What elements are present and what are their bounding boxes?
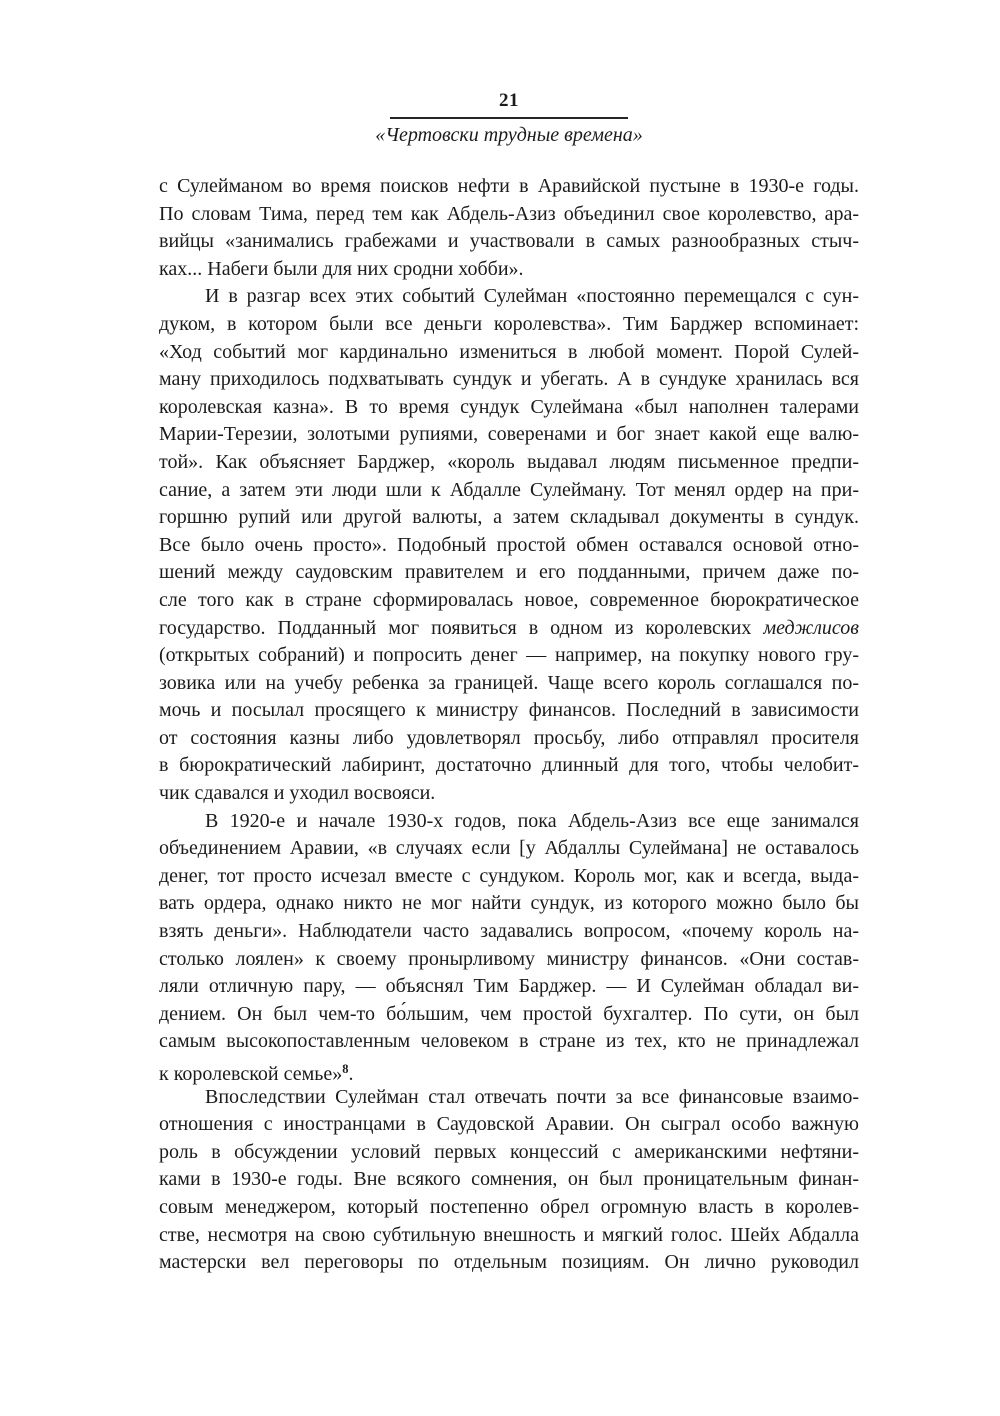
text-line [159,752,859,780]
text-segment: к королевской семье» [159,1063,343,1085]
paragraph [159,1084,859,1277]
text-segment: отношения с иностранцами в Саудовской Аравии. Он сыграл особо важную [159,1113,859,1136]
text-line [159,642,859,670]
text-segment: дуком, в котором были все деньги королевства». Тим Барджер вспоминает: [159,312,859,335]
paragraph [159,173,859,283]
text-line [159,697,859,725]
text-line [159,780,859,808]
text-line [159,1084,859,1112]
page-header [159,0,859,146]
text-segment: ману приходилось подхватывать сундук и убегать. А в сундуке хранилась вся [159,368,859,391]
text-line [159,283,859,311]
text-segment: той». Как объясняет Барджер, «король выдавал людям письменное предпи- [159,450,859,473]
text-segment: с Сулейманом во время поисков нефти в Аравийской пустыне в 1930-е годы. [159,175,859,197]
text-line [159,311,859,339]
text-line [159,449,859,477]
paragraph [159,808,859,1084]
text-segment: от состояния казны либо удовлетворял просьбу, либо отправлял просителя [159,726,859,749]
text-line [159,1222,859,1250]
text-line [159,1249,859,1277]
text-line [159,421,859,449]
text-line [159,1194,859,1222]
text-segment: «Ход событий мог кардинально измениться в любой момент. Порой Сулей- [159,340,859,363]
text-segment: шений между саудовским правителем и его подданными, причем даже по- [159,561,859,584]
text-segment: королевская казна». В то время сундук Сулеймана «был наполнен талерами [159,395,859,418]
text-segment: объединением Аравии, «в случаях если [у Абдаллы Сулеймана] не оставалось [159,837,859,860]
text-segment: вать ордера, однако никто не мог найти сундук, из которого можно было бы [159,892,859,915]
text-segment: стве, несмотря на свою субтильную внешность и мягкий голос. Шейх Абдалла [159,1223,859,1246]
text-line [159,394,859,422]
text-line [159,918,859,946]
text-line [159,201,859,229]
text-segment: Все было очень просто». Подобный простой обмен оставался основой отно- [159,533,859,556]
text-segment: ками в 1930-е годы. Вне всякого сомнения, он был проницательным финан- [159,1168,859,1191]
text-line [159,725,859,753]
text-line [159,808,859,836]
text-segment: (открытых собраний) и попросить денег — например, на покупку нового гру- [159,644,859,667]
text-segment: в бюрократический лабиринт, достаточно длинный для того, чтобы челобит- [159,754,859,777]
text-segment: государство. Подданный мог появиться в одном из королевских [159,616,764,639]
text-segment: ляли отличную пару, — объяснял Тим Барджер. — И Сулейман обладал ви- [159,975,859,998]
text-line [159,587,859,615]
text-line [159,173,859,201]
text-line [159,863,859,891]
text-line [159,1056,859,1084]
text-line [159,477,859,505]
text-segment: денег, тот просто исчезал вместе с сундуком. Король мог, как и всегда, выда- [159,864,859,887]
text-segment: И в разгар всех этих событий Сулейман «постоянно перемещался с сун- [205,285,859,308]
text-segment: зовика или на учебу ребенка за границей. Чаще всего король соглашался по- [159,671,859,694]
text-segment: ках... Набеги были для них сродни хобби». [159,257,524,280]
text-segment: чик сдавался и уходил восвояси. [159,782,436,805]
text-segment: горшню рупий или другой валюты, а затем складывал документы в сундук. [159,506,859,529]
text-segment: дением. Он был чем-то бо́льшим, чем простой бухгалтер. По сути, он был [159,1002,859,1025]
text-segment: Марии-Терезии, золотыми рупиями, соверенами и бог знает какой еще валю- [159,423,859,446]
text-line [159,973,859,1001]
text-line [159,890,859,918]
text-line [159,256,859,284]
text-segment: взять деньги». Наблюдатели часто задавались вопросом, «почему король на- [159,920,859,943]
text-line [159,835,859,863]
text-line [159,504,859,532]
text-segment: мочь и посылал просящего к министру финансов. Последний в зависимости [159,699,859,722]
page-number: 21 [499,90,519,111]
text-line [159,532,859,560]
footnote-marker: 8 [342,1062,349,1076]
text-line [159,1028,859,1056]
text-segment: совым менеджером, который постепенно обрел огромную власть в королев- [159,1195,859,1218]
text-line [159,339,859,367]
text-line [159,366,859,394]
text-line [159,946,859,974]
text-segment: столько лоялен» к своему пронырливому министру финансов. «Они состав- [159,947,859,970]
header-rule [390,117,628,119]
page-body [159,173,859,1277]
text-segment: В 1920-е и начале 1930-х годов, пока Абдель-Азиз все еще занимался [205,809,859,832]
text-segment: Впоследствии Сулейман стал отвечать почти за все финансовые взаимо- [205,1085,859,1108]
text-line [159,615,859,643]
text-segment: вийцы «занимались грабежами и участвовали в самых разнообразных стыч- [159,230,859,253]
text-segment: . [348,1063,354,1085]
text-line [159,670,859,698]
text-segment: самым высокопоставленным человеком в стране из тех, кто не принадлежал [159,1030,859,1053]
running-title: «Чертовски трудные времена» [375,124,643,146]
text-segment: мастерски вел переговоры по отдельным позициям. Он лично руководил [159,1251,859,1274]
text-segment: сле того как в стране сформировалась новое, современное бюрократическое [159,588,859,611]
text-segment: роль в обсуждении условий первых концессий с американскими нефтяни- [159,1140,859,1163]
text-line [159,1139,859,1167]
text-line [159,1001,859,1029]
text-line [159,1111,859,1139]
text-segment: меджлисов [763,616,859,639]
text-line [159,1166,859,1194]
paragraph [159,283,859,807]
text-line [159,559,859,587]
text-segment: По словам Тима, перед тем как Абдель-Азиз объединил свое королевство, ара- [159,202,859,225]
text-line [159,228,859,256]
text-segment: сание, а затем эти люди шли к Абдалле Сулейману. Тот менял ордер на при- [159,478,859,501]
